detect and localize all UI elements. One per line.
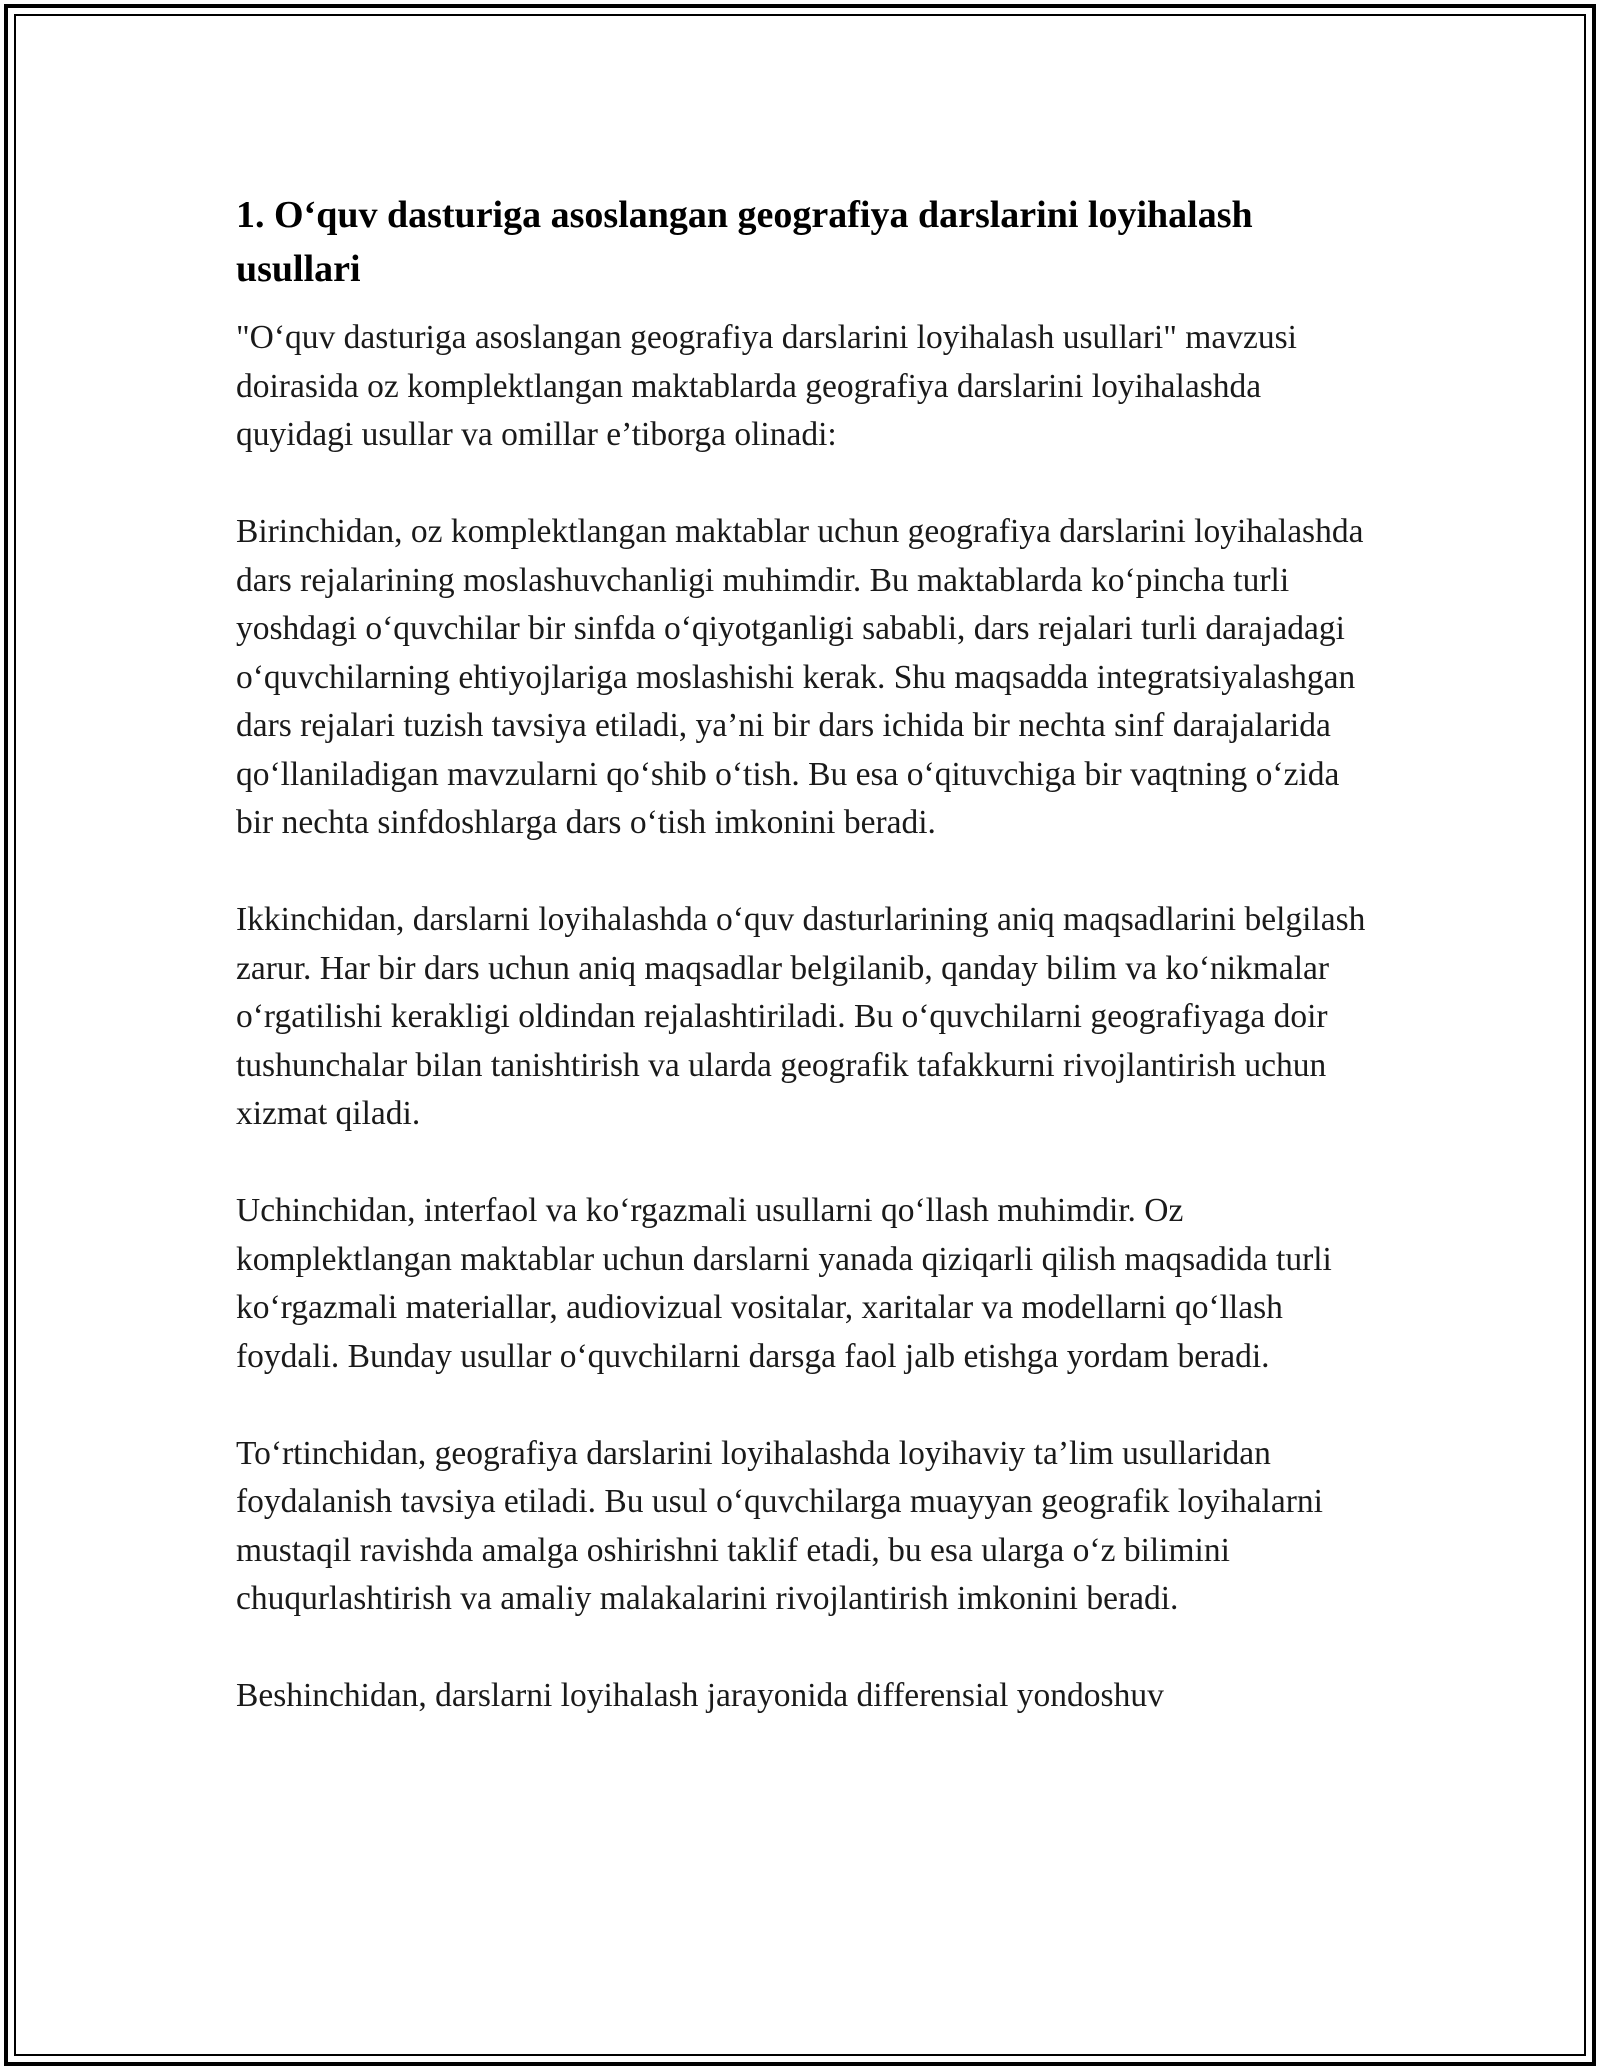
paragraph-fifth: Beshinchidan, darslarni loyihalash jarayonida differensial yondoshuv <box>236 1677 1164 1714</box>
paragraph-second: Ikkinchidan, darslarni loyihalashda o‘quv dasturlarining aniq maqsadlarini belgilash zarur. Har bir dars uchun aniq maqsadlar belgilanib, qanday bilim va ko‘nikmalar o‘rgatilishi kerakligi oldindan rejalashtiriladi. Bu o‘quvchilarni geografiyaga doir tushunchalar bilan tanishtirish va ularda geografik tafakkurni rivojlantirish uchun xizmat qiladi. <box>236 901 1366 1132</box>
section-heading: 1. O‘quv dasturiga asoslangan geografiya darslarini loyihalash usullari <box>236 194 1253 290</box>
intro-paragraph: "O‘quv dasturiga asoslangan geografiya darslarini loyihalash usullari" mavzusi doirasida oz komplektlangan maktablarda geografiya darslarini loyihalashda quyidagi usullar va omillar e’tiborga olinadi: <box>236 319 1297 453</box>
paragraph-fourth: To‘rtinchidan, geografiya darslarini loyihalashda loyihaviy ta’lim usullaridan foydalanish tavsiya etiladi. Bu usul o‘quvchilarga muayyan geografik loyihalarni mustaqil ravishda amalga oshirishni taklif etadi, bu esa ularga o‘z bilimini chuqurlashtirish va amaliy malakalarini rivojlantirish imkonini beradi. <box>236 1434 1323 1617</box>
document-body <box>236 188 1376 1721</box>
paragraph-first: Birinchidan, oz komplektlangan maktablar uchun geografiya darslarini loyihalashda dars rejalarining moslashuvchanligi muhimdir. Bu maktablarda ko‘pincha turli yoshdagi o‘quvchilar bir sinfda o‘qiyotganligi sababli, dars rejalari turli darajadagi o‘quvchilarning ehtiyojlariga moslashishi kerak. Shu maqsadda integratsiyalashgan dars rejalari tuzish tavsiya etiladi, ya’ni bir dars ichida bir nechta sinf darajalarida qo‘llaniladigan mavzularni qo‘shib o‘tish. Bu esa o‘qituvchiga bir vaqtning o‘zida bir nechta sinfdoshlarga dars o‘tish imkonini beradi. <box>236 513 1364 841</box>
paragraph-third: Uchinchidan, interfaol va ko‘rgazmali usullarni qo‘llash muhimdir. Oz komplektlangan maktablar uchun darslarni yanada qiziqarli qilish maqsadida turli ko‘rgazmali materiallar, audiovizual vositalar, xaritalar va modellarni qo‘llash foydali. Bunday usullar o‘quvchilarni darsga faol jalb etishga yordam beradi. <box>236 1192 1332 1375</box>
